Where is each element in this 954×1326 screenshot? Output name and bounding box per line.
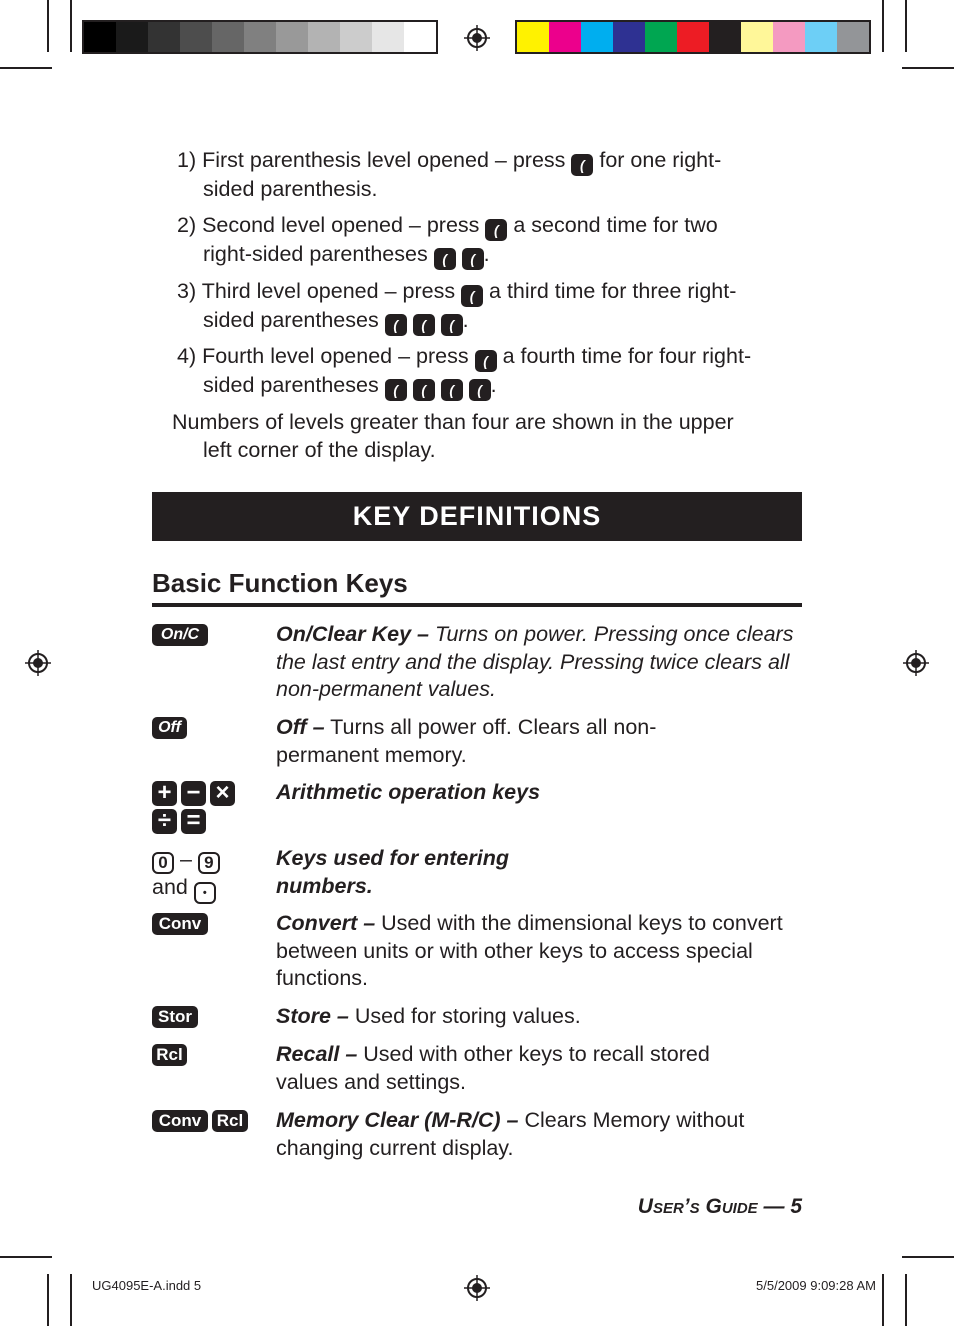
def-title: Off – — [276, 715, 325, 739]
convert-key-icon: Conv — [152, 913, 208, 935]
def-store — [276, 1003, 801, 1031]
def-title: Store – — [276, 1004, 349, 1028]
and-text: and — [152, 875, 194, 899]
registration-mark-icon — [464, 25, 490, 51]
crop-mark — [905, 0, 907, 52]
paren-key-icon: ( — [413, 379, 435, 401]
registration-mark-icon — [464, 1275, 490, 1301]
color-swatch — [741, 22, 773, 52]
color-swatch — [340, 22, 372, 52]
color-swatch — [613, 22, 645, 52]
section-title: KEY DEFINITIONS — [152, 492, 802, 541]
color-swatch — [404, 22, 436, 52]
digit-keys — [152, 846, 220, 904]
times-key-icon: × — [210, 781, 235, 806]
def-title: Keys used for entering numbers. — [276, 846, 509, 898]
plus-key-icon: + — [152, 781, 177, 806]
list-text: right-sided parentheses — [203, 242, 434, 266]
color-swatch — [116, 22, 148, 52]
list-text: 2) Second level opened – press — [177, 213, 486, 237]
crop-mark — [70, 1274, 72, 1326]
crop-mark — [0, 1256, 52, 1258]
crop-mark — [47, 0, 49, 52]
paren-key-icon: ( — [571, 154, 593, 176]
def-memory-clear — [276, 1107, 801, 1162]
list-text: 1) First parenthesis level opened – press — [177, 148, 572, 172]
def-title: Arithmetic operation keys — [276, 780, 541, 804]
list-item-3: 3) Third level opened – press ( a third time for three right- sided parentheses ( ( ( . — [177, 278, 736, 336]
list-text: a second time for two — [507, 213, 718, 237]
def-on-clear — [276, 621, 801, 704]
recall-key-icon: Rcl — [212, 1110, 248, 1132]
def-title: On/Clear Key – — [276, 622, 429, 646]
divider — [152, 603, 802, 607]
def-title: Convert – — [276, 911, 376, 935]
store-key-icon: Stor — [152, 1006, 198, 1028]
nine-key-icon: 9 — [198, 852, 220, 874]
paren-key-icon: ( — [485, 219, 507, 241]
grayscale-bar — [82, 20, 438, 54]
def-text: Turns on power. Pressing once clears the last entry and the display. Pressing twice clears all non-permanent values. — [276, 622, 794, 701]
color-swatch — [276, 22, 308, 52]
color-bar — [515, 20, 871, 54]
crop-mark — [70, 0, 72, 52]
paren-key-icon: ( — [475, 350, 497, 372]
paren-key-icon: ( — [462, 248, 484, 270]
date-slug: 5/5/2009 9:09:28 AM — [756, 1278, 876, 1293]
paren-key-icon: ( — [461, 285, 483, 307]
list-item-4: 4) Fourth level opened – press ( a fourth time for four right- sided parentheses ( ( ( ( . — [177, 343, 751, 401]
equals-key-icon: = — [181, 809, 206, 834]
list-text: sided parentheses — [203, 308, 385, 332]
crop-mark — [902, 1256, 954, 1258]
color-swatch — [517, 22, 549, 52]
list-text: a third time for three right- — [483, 279, 737, 303]
list-text: 3) Third level opened – press — [177, 279, 462, 303]
crop-mark — [902, 67, 954, 69]
zero-key-icon: 0 — [152, 852, 174, 874]
paren-key-icon: ( — [385, 379, 407, 401]
color-swatch — [805, 22, 837, 52]
crop-mark — [905, 1274, 907, 1326]
list-item-1 — [177, 147, 721, 204]
convert-key-icon: Conv — [152, 1110, 208, 1132]
color-swatch — [308, 22, 340, 52]
crop-mark — [882, 1274, 884, 1326]
color-swatch — [180, 22, 212, 52]
def-recall — [276, 1041, 756, 1096]
color-swatch — [677, 22, 709, 52]
def-off — [276, 714, 706, 769]
recall-key-icon: Rcl — [152, 1044, 187, 1066]
def-text: Used with the dimensional keys to convert between units or with other keys to access special functions. — [276, 911, 783, 990]
color-swatch — [549, 22, 581, 52]
minus-key-icon: − — [181, 781, 206, 806]
on-clear-key-icon: On/C — [152, 624, 208, 646]
crop-mark — [0, 67, 52, 69]
list-text: sided parenthesis. — [203, 177, 378, 201]
def-arithmetic — [276, 779, 801, 807]
paren-key-icon: ( — [469, 379, 491, 401]
subsection-title: Basic Function Keys — [152, 568, 408, 598]
list-text: sided parentheses — [203, 373, 385, 397]
def-text: Used with other keys to recall stored values and settings. — [276, 1042, 710, 1094]
registration-mark-icon — [25, 650, 51, 676]
paren-key-icon: ( — [413, 314, 435, 336]
color-swatch — [645, 22, 677, 52]
color-swatch — [244, 22, 276, 52]
paren-key-icon: ( — [385, 314, 407, 336]
color-swatch — [372, 22, 404, 52]
note-text: left corner of the display. — [203, 437, 436, 462]
color-swatch — [773, 22, 805, 52]
list-text: 4) Fourth level opened – press — [177, 344, 475, 368]
paren-key-icon: ( — [434, 248, 456, 270]
page-footer: User’s Guide — 5 — [637, 1195, 802, 1218]
divide-key-icon: ÷ — [152, 809, 177, 834]
def-title: Memory Clear (M-R/C) – — [276, 1108, 519, 1132]
color-swatch — [212, 22, 244, 52]
crop-mark — [882, 0, 884, 52]
def-digits — [276, 845, 546, 900]
def-text: Used for storing values. — [348, 1004, 581, 1028]
list-text: a fourth time for four right- — [496, 344, 752, 368]
off-key-icon: Off — [152, 717, 187, 739]
def-text: Clears Memory without changing current display. — [276, 1108, 745, 1160]
color-swatch — [148, 22, 180, 52]
file-slug: UG4095E-A.indd 5 — [92, 1278, 202, 1293]
paren-key-icon: ( — [441, 314, 463, 336]
def-text: Turns all power off. Clears all non-permanent memory. — [276, 715, 657, 767]
crop-mark — [47, 1274, 49, 1326]
def-convert — [276, 910, 801, 993]
color-swatch — [837, 22, 869, 52]
paren-key-icon: ( — [441, 379, 463, 401]
decimal-key-icon: • — [194, 882, 216, 904]
dash-text: – — [174, 847, 198, 871]
list-text: for one right- — [593, 148, 722, 172]
registration-mark-icon — [903, 650, 929, 676]
color-swatch — [84, 22, 116, 52]
color-swatch — [581, 22, 613, 52]
levels-note — [172, 409, 734, 464]
color-swatch — [709, 22, 741, 52]
note-text: Numbers of levels greater than four are shown in the upper — [172, 410, 734, 434]
def-title: Recall – — [276, 1042, 358, 1066]
list-item-2: 2) Second level opened – press ( a second time for two right-sided parentheses ( ( . — [177, 212, 718, 270]
